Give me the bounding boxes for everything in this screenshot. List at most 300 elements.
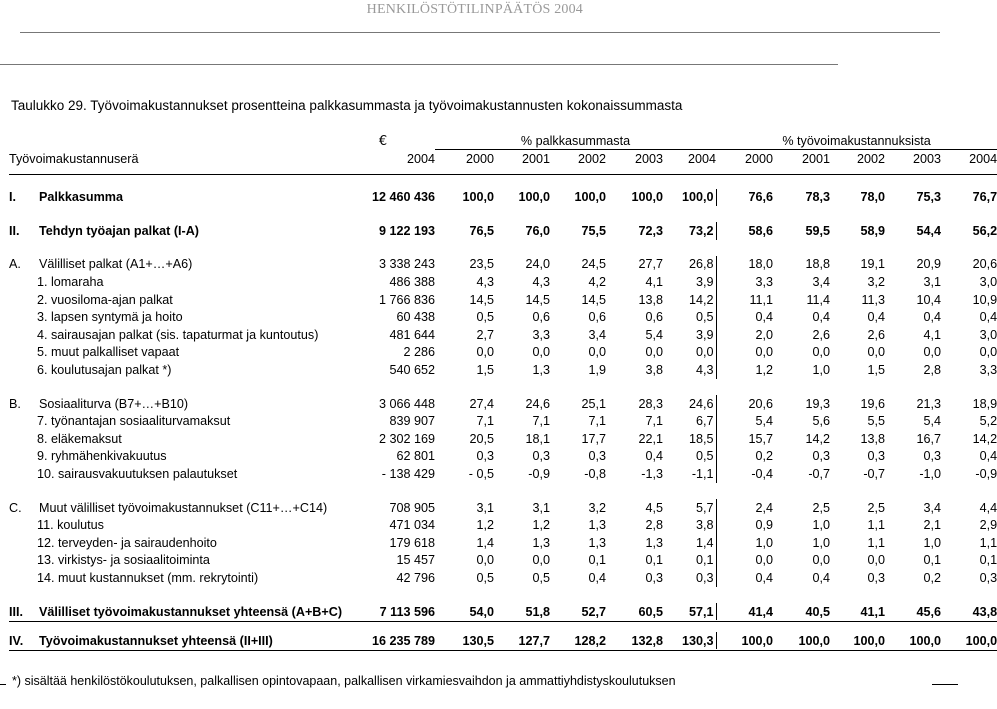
pct-of-labour-cost: 16,7 [916,431,942,446]
pct-of-payroll: 0,3 [476,449,494,464]
table-row [9,361,997,379]
pct-of-payroll: 130,5 [462,633,494,648]
eur-value: 2 302 169 [378,431,435,446]
pct-of-payroll: 26,8 [663,256,716,274]
pct-of-labour-cost: 11,1 [749,292,774,307]
table-row [9,534,997,552]
header-rule [20,32,940,33]
pct-of-payroll: 0,5 [476,570,494,585]
pct-of-payroll: 0,6 [532,310,550,325]
pct-of-labour-cost: 3,3 [755,275,774,290]
spacer-row [9,587,997,603]
pct-of-labour-cost: 0,4 [923,310,942,325]
table-row [9,430,997,448]
pct-of-payroll: 75,5 [581,223,606,238]
column-header-year: 2004 [688,152,717,166]
pct-of-payroll: 20,5 [469,431,494,446]
pct-of-payroll: -1,1 [663,465,716,483]
pct-of-payroll: 1,3 [645,535,663,550]
spacer-row [9,483,997,499]
pct-of-labour-cost: 2,6 [812,327,831,342]
pct-of-payroll: 3,9 [663,273,716,291]
pct-of-labour-cost: 78,3 [805,190,831,205]
pct-of-payroll: 0,3 [663,569,716,587]
labour-cost-table [9,133,997,651]
pct-of-labour-cost: 54,4 [916,223,942,238]
pct-of-labour-cost: 5,6 [812,414,831,429]
pct-of-payroll: 24,0 [525,257,550,272]
pct-of-labour-cost: 3,0 [979,275,997,290]
pct-of-labour-cost: 2,5 [867,500,886,515]
pct-of-labour-cost: 0,4 [979,310,997,325]
table-row [9,256,997,274]
pct-of-payroll: 0,3 [588,449,606,464]
row-label: Välilliset työvoimakustannukset yhteensä (A+B+C) [39,604,343,619]
pct-of-payroll: 3,4 [588,327,606,342]
pct-of-payroll: 127,7 [518,633,550,648]
pct-of-labour-cost: 0,0 [755,345,774,360]
pct-of-labour-cost: 59,5 [805,223,831,238]
pct-of-labour-cost: 18,9 [972,396,997,411]
pct-of-labour-cost: 10,4 [916,292,942,307]
eur-value: 486 388 [389,275,435,290]
pct-of-labour-cost: 0,2 [755,449,774,464]
pct-of-payroll: 14,2 [663,291,716,309]
pct-of-payroll: 1,3 [588,518,606,533]
pct-of-payroll: 0,0 [532,345,550,360]
pct-of-labour-cost: 0,3 [979,570,997,585]
pct-of-labour-cost: 20,6 [748,396,774,411]
pct-of-payroll: 0,0 [476,345,494,360]
column-header-year: 2004 [969,152,997,166]
pct-of-payroll: 0,1 [645,553,663,568]
pct-of-payroll: 1,9 [588,363,606,378]
row-number: C. [9,500,22,515]
row-label: 7. työnantajan sosiaaliturvamaksut [37,414,231,429]
row-label: Palkkasumma [39,190,124,205]
pct-of-payroll: 3,8 [663,516,716,534]
pct-of-payroll: 4,3 [663,361,716,379]
pct-of-labour-cost: 3,0 [979,327,997,342]
pct-of-payroll: - 0,5 [468,467,494,482]
pct-of-labour-cost: 0,4 [979,449,997,464]
header-row-years [9,150,997,169]
row-label: Muut välilliset työvoimakustannukset (C11+…+C14) [39,500,328,515]
pct-of-labour-cost: 1,1 [867,535,886,550]
pct-of-payroll: 4,5 [645,500,663,515]
pct-of-labour-cost: 100,0 [909,633,942,648]
pct-of-labour-cost: 0,1 [979,553,997,568]
table-row [9,344,997,362]
column-header-eur-year: 2004 [406,151,435,166]
row-label: Sosiaaliturva (B7+…+B10) [39,396,189,411]
column-header-year: 2003 [634,152,663,166]
table-row [9,552,997,570]
pct-of-payroll: 128,2 [574,633,606,648]
row-number: A. [9,257,21,272]
pct-of-labour-cost: 13,8 [860,431,886,446]
pct-of-labour-cost: 0,0 [867,345,886,360]
eur-value: 12 460 436 [371,190,435,205]
pct-of-payroll: 51,8 [525,604,550,619]
row-number: IV. [9,633,24,648]
pct-of-labour-cost: 4,1 [923,327,942,342]
pct-of-payroll: 14,5 [525,292,550,307]
pct-of-labour-cost: 1,0 [812,518,831,533]
table-row [9,222,997,240]
pct-of-labour-cost: -0,7 [808,467,831,482]
pct-of-payroll: 7,1 [588,414,606,429]
row-label: 6. koulutusajan palkat *) [37,363,172,378]
pct-of-labour-cost: 0,0 [923,345,942,360]
row-label: 1. lomaraha [37,275,104,290]
pct-of-labour-cost: 43,8 [972,604,997,619]
row-label: Välilliset palkat (A1+…+A6) [39,257,193,272]
pct-of-labour-cost: 2,0 [755,327,774,342]
pct-of-payroll: 5,4 [645,327,663,342]
row-number: II. [9,223,20,238]
pct-of-labour-cost: 2,8 [923,363,942,378]
pct-of-payroll: 0,5 [663,448,716,466]
pct-of-payroll: 0,5 [532,570,550,585]
pct-of-labour-cost: 0,3 [867,570,886,585]
pct-of-labour-cost: 14,2 [972,431,997,446]
pct-of-payroll: 0,1 [588,553,606,568]
pct-of-labour-cost: 15,7 [748,431,774,446]
pct-of-labour-cost: 41,1 [860,604,886,619]
pct-of-payroll: 0,0 [588,345,606,360]
row-underline [9,649,997,651]
pct-of-payroll: 0,6 [645,310,663,325]
pct-of-payroll: 3,9 [663,326,716,344]
table-row [9,632,997,650]
table-row [9,189,997,207]
column-header-year: 2002 [857,152,886,166]
pct-of-labour-cost: -0,7 [863,467,886,482]
pct-of-payroll: 3,2 [588,500,606,515]
pct-of-labour-cost: 3,3 [979,363,997,378]
pct-of-labour-cost: 18,0 [748,257,774,272]
pct-of-payroll: 24,6 [663,395,716,413]
pct-of-labour-cost: 2,4 [755,500,774,515]
pct-of-payroll: 27,4 [469,396,494,411]
pct-of-payroll: 7,1 [645,414,663,429]
pct-of-labour-cost: 0,3 [923,449,942,464]
pct-of-payroll: 22,1 [638,431,663,446]
pct-of-payroll: 4,1 [645,275,663,290]
pct-of-payroll: 2,8 [645,518,663,533]
pct-of-payroll: 0,0 [532,553,550,568]
pct-of-payroll: 57,1 [663,603,716,621]
pct-of-labour-cost: 5,5 [867,414,886,429]
row-label: 9. ryhmähenkivakuutus [37,449,167,464]
pct-of-payroll: 24,5 [581,257,606,272]
table-caption: Taulukko 29. Työvoimakustannukset prosentteina palkkasummasta ja työvoimakustannusten kokonaissummasta [11,98,683,113]
pct-of-labour-cost: 1,1 [979,535,997,550]
pct-of-payroll: 7,1 [476,414,494,429]
pct-of-labour-cost: 2,5 [812,500,831,515]
pct-of-payroll: 1,4 [663,534,716,552]
header-row-groups [9,133,997,150]
pct-of-payroll: 25,1 [581,396,606,411]
row-label: 3. lapsen syntymä ja hoito [37,310,183,325]
pct-of-labour-cost: 1,0 [812,363,831,378]
pct-of-payroll: 100,0 [631,190,663,205]
running-header: HENKILÖSTÖTILINPÄÄTÖS 2004 [366,2,583,17]
row-label: 5. muut palkalliset vapaat [37,345,180,360]
pct-of-payroll: 130,3 [663,632,716,650]
pct-of-payroll: 0,5 [476,310,494,325]
pct-of-labour-cost: 19,3 [805,396,831,411]
pct-of-payroll: 1,3 [532,535,550,550]
pct-of-labour-cost: 1,2 [755,363,774,378]
pct-of-payroll: 3,8 [645,363,663,378]
pct-of-payroll: 60,5 [638,604,663,619]
pct-of-labour-cost: 56,2 [972,223,997,238]
pct-of-payroll: 1,5 [476,363,494,378]
pct-of-payroll: 3,3 [532,327,550,342]
eur-value: 15 457 [396,553,435,568]
pct-of-payroll: 3,1 [532,500,550,515]
table-row [9,465,997,483]
pct-of-payroll: 1,2 [532,518,550,533]
pct-of-labour-cost: 0,4 [755,570,774,585]
eur-value: 42 796 [396,570,435,585]
eur-value: 179 618 [389,535,435,550]
column-header-year: 2000 [745,152,774,166]
table-row [9,569,997,587]
pct-of-payroll: 0,3 [532,449,550,464]
header-rule-2 [0,64,838,65]
pct-of-labour-cost: 0,0 [867,553,886,568]
pct-of-payroll: 0,6 [588,310,606,325]
pct-of-payroll: 1,3 [588,535,606,550]
eur-value: 3 066 448 [378,396,435,411]
pct-of-labour-cost: 5,4 [755,414,774,429]
pct-of-payroll: 13,8 [638,292,663,307]
row-label: 12. terveyden- ja sairaudenhoito [37,535,217,550]
pct-of-labour-cost: 3,4 [812,275,831,290]
eur-value: 1 766 836 [378,292,435,307]
pct-of-payroll: 18,5 [663,430,716,448]
pct-of-labour-cost: 75,3 [916,190,942,205]
pct-of-payroll: 0,3 [645,570,663,585]
table-row [9,516,997,534]
row-label: 2. vuosiloma-ajan palkat [37,292,173,307]
pct-of-labour-cost: 2,1 [923,518,942,533]
table-row [9,273,997,291]
pct-of-labour-cost: 0,3 [812,449,831,464]
pct-of-labour-cost: 19,1 [860,257,886,272]
spacer-row [9,240,997,256]
pct-of-payroll: 52,7 [581,604,606,619]
pct-of-payroll: 23,5 [469,257,494,272]
pct-of-labour-cost: 100,0 [853,633,886,648]
pct-of-labour-cost: 20,9 [916,257,942,272]
pct-of-labour-cost: 18,8 [805,257,831,272]
pct-of-labour-cost: 1,5 [867,363,886,378]
pct-of-payroll: -1,3 [641,467,663,482]
pct-of-labour-cost: 1,0 [923,535,942,550]
pct-of-payroll: 27,7 [638,257,663,272]
pct-of-payroll: 28,3 [638,396,663,411]
pct-of-payroll: 4,3 [476,275,494,290]
pct-of-payroll: 24,6 [525,396,550,411]
pct-of-labour-cost: 1,1 [867,518,886,533]
row-label: 10. sairausvakuutuksen palautukset [37,467,238,482]
pct-of-payroll: 100,0 [462,190,494,205]
eur-value: 60 438 [396,310,435,325]
pct-of-payroll: 76,5 [469,223,494,238]
pct-of-payroll: 100,0 [574,190,606,205]
pct-of-labour-cost: 78,0 [860,190,886,205]
pct-of-payroll: 6,7 [663,412,716,430]
spacer-row [9,379,997,395]
row-number: B. [9,396,21,411]
pct-of-labour-cost: 4,4 [979,500,997,515]
eur-value: 7 113 596 [379,604,435,619]
column-header-year: 2001 [521,152,550,166]
pct-of-payroll: 3,1 [476,500,494,515]
pct-of-payroll: 4,2 [588,275,606,290]
table-row [9,448,997,466]
pct-of-labour-cost: -1,0 [919,467,942,482]
pct-of-labour-cost: 1,0 [812,535,831,550]
pct-of-payroll: 0,4 [645,449,663,464]
pct-of-payroll: 100,0 [663,189,716,207]
eur-value: 2 286 [403,345,435,360]
table-row [9,291,997,309]
pct-of-labour-cost: 100,0 [741,633,774,648]
eur-value: 708 905 [389,500,435,515]
pct-of-payroll: 0,0 [476,553,494,568]
column-header-year: 2000 [465,152,494,166]
pct-of-labour-cost: 76,6 [748,190,774,205]
pct-of-labour-cost: 45,6 [916,604,942,619]
pct-of-labour-cost: -0,4 [751,467,774,482]
eur-value: 839 907 [389,414,435,429]
pct-of-payroll: 0,0 [645,345,663,360]
pct-of-payroll: 100,0 [518,190,550,205]
table-row [9,308,997,326]
pct-of-payroll: 5,7 [663,499,716,517]
pct-of-labour-cost: 2,6 [867,327,886,342]
row-label: Tehdyn työajan palkat (I-A) [39,223,200,238]
eur-value: 540 652 [389,363,435,378]
pct-of-labour-cost: 0,4 [812,310,831,325]
pct-of-labour-cost: 100,0 [965,633,997,648]
pct-of-labour-cost: 0,0 [812,345,831,360]
pct-of-payroll: 1,3 [532,363,550,378]
table-row [9,499,997,517]
pct-of-labour-cost: 0,1 [923,553,942,568]
row-label: 11. koulutus [37,518,104,533]
pct-of-labour-cost: 19,6 [860,396,886,411]
pct-of-labour-cost: 20,6 [972,257,997,272]
pct-of-labour-cost: 0,0 [755,553,774,568]
group-header-tyovoimakustannukset: % työvoimakustannuksista [716,133,997,150]
column-header-year: 2002 [577,152,606,166]
table-row [9,326,997,344]
pct-of-labour-cost: 2,9 [979,518,997,533]
pct-of-payroll: 72,3 [638,223,663,238]
eur-value: - 138 429 [381,467,435,482]
pct-of-labour-cost: 0,9 [755,518,774,533]
pct-of-payroll: 73,2 [663,222,716,240]
pct-of-payroll: 1,2 [476,518,494,533]
pct-of-payroll: 0,0 [663,344,716,362]
row-number: III. [9,604,23,619]
pct-of-labour-cost: -0,9 [975,467,997,482]
pct-of-payroll: 0,1 [663,552,716,570]
table-row [9,603,997,621]
pct-of-labour-cost: 3,1 [923,275,942,290]
pct-of-payroll: 17,7 [581,431,606,446]
row-label: 8. eläkemaksut [37,431,122,446]
pct-of-labour-cost: 40,5 [805,604,831,619]
pct-of-payroll: 7,1 [532,414,550,429]
footnote-text: *) sisältää henkilöstökoulutuksen, palkallisen opintovapaan, palkallisen virkamiesvaihdon ja ammattiyhdistyskoulutuksen [12,674,676,688]
footnote-dash-left [0,684,6,685]
eur-value: 9 122 193 [378,223,435,238]
spacer-row [9,175,997,189]
pct-of-labour-cost: 5,4 [923,414,942,429]
pct-of-labour-cost: 11,4 [806,292,831,307]
column-header-label: Työvoimakustannuserä [9,151,139,166]
pct-of-payroll: 14,5 [469,292,494,307]
eur-value: 62 801 [396,449,435,464]
pct-of-labour-cost: 58,6 [748,223,774,238]
pct-of-labour-cost: 0,2 [923,570,942,585]
pct-of-payroll: 0,5 [663,308,716,326]
pct-of-labour-cost: 5,2 [979,414,997,429]
pct-of-labour-cost: 0,0 [979,345,997,360]
table-row [9,395,997,413]
pct-of-payroll: 132,8 [631,633,663,648]
column-header-year: 2003 [913,152,942,166]
pct-of-labour-cost: 100,0 [798,633,831,648]
pct-of-payroll: 4,3 [532,275,550,290]
pct-of-labour-cost: 0,4 [812,570,831,585]
pct-of-labour-cost: 11,3 [861,292,886,307]
pct-of-labour-cost: 0,4 [867,310,886,325]
pct-of-payroll: 0,4 [588,570,606,585]
pct-of-labour-cost: 21,3 [916,396,942,411]
pct-of-payroll: 18,1 [525,431,550,446]
column-header-year: 2001 [802,152,831,166]
pct-of-labour-cost: 14,2 [805,431,831,446]
pct-of-payroll: 76,0 [525,223,550,238]
pct-of-payroll: 14,5 [581,292,606,307]
euro-symbol: € [378,133,388,149]
row-label: Työvoimakustannukset yhteensä (II+III) [39,633,273,648]
pct-of-labour-cost: 1,0 [755,535,774,550]
row-label: 13. virkistys- ja sosiaalitoiminta [37,553,210,568]
spacer-row [9,206,997,222]
group-header-palkkasumma: % palkkasummasta [435,133,716,150]
pct-of-labour-cost: 41,4 [748,604,774,619]
pct-of-labour-cost: 0,3 [867,449,886,464]
table-row [9,412,997,430]
pct-of-payroll: 2,7 [476,327,494,342]
pct-of-payroll: -0,9 [528,467,550,482]
pct-of-payroll: 54,0 [469,604,494,619]
pct-of-labour-cost: 58,9 [860,223,886,238]
eur-value: 481 644 [389,327,435,342]
row-label: 14. muut kustannukset (mm. rekrytointi) [37,570,259,585]
eur-value: 16 235 789 [371,633,435,648]
pct-of-labour-cost: 3,2 [867,275,886,290]
